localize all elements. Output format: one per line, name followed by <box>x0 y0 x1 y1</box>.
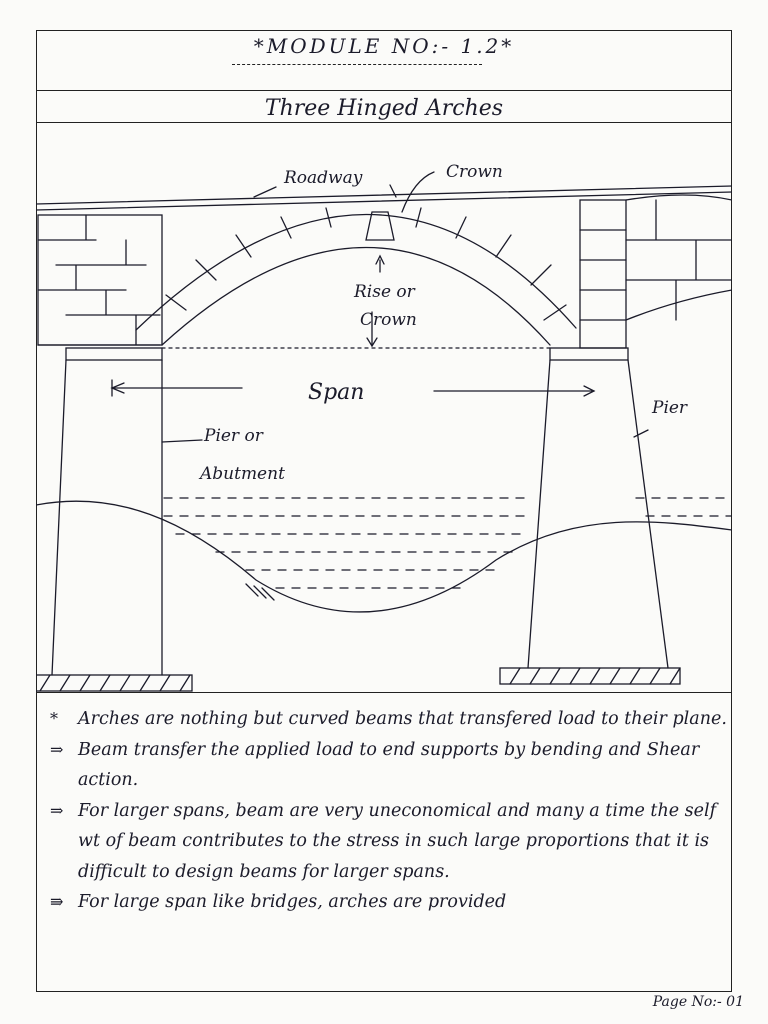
title-rule <box>36 122 732 123</box>
label-crown: Crown <box>446 162 503 182</box>
note-text: For larger spans, beam are very uneconomical and many a time the self wt of beam contributes to the stress in such large proportions that it is difficult to design beams for larger spans. <box>78 800 717 882</box>
note-text: Beam transfer the applied load to end supports by bending and Shear action. <box>78 739 700 790</box>
topic-title: Three Hinged Arches <box>264 96 504 121</box>
note-bullet: ⇒ <box>50 800 64 820</box>
module-title: *MODULE NO:- 1.2* <box>253 34 515 58</box>
arch-bridge-sketch <box>36 160 732 700</box>
note-text: Arches are nothing but curved beams that transfered load to their plane. <box>78 709 727 729</box>
diagram-base-rule <box>36 692 732 693</box>
label-pier-or: Pier or <box>204 426 263 446</box>
note-item <box>50 796 730 888</box>
arch-bridge-diagram <box>36 160 732 700</box>
page-number: Page No:- 01 <box>652 994 744 1010</box>
label-rise: Rise or <box>354 282 415 302</box>
label-rise-crown: Crown <box>360 310 417 330</box>
label-span: Span <box>308 380 365 405</box>
note-bullet: * <box>50 709 58 728</box>
label-abutment: Abutment <box>200 464 285 484</box>
note-item <box>50 887 730 918</box>
note-bullet: ⇒ <box>50 739 64 759</box>
notes-list <box>50 704 730 918</box>
label-roadway: Roadway <box>284 168 363 188</box>
label-pier: Pier <box>652 398 688 418</box>
note-text: For large span like bridges, arches are provided <box>78 892 507 912</box>
note-item <box>50 735 730 796</box>
module-underline <box>232 64 482 65</box>
note-bullet: ⇛ <box>50 892 64 911</box>
header-rule <box>36 90 732 91</box>
note-item <box>50 704 730 735</box>
